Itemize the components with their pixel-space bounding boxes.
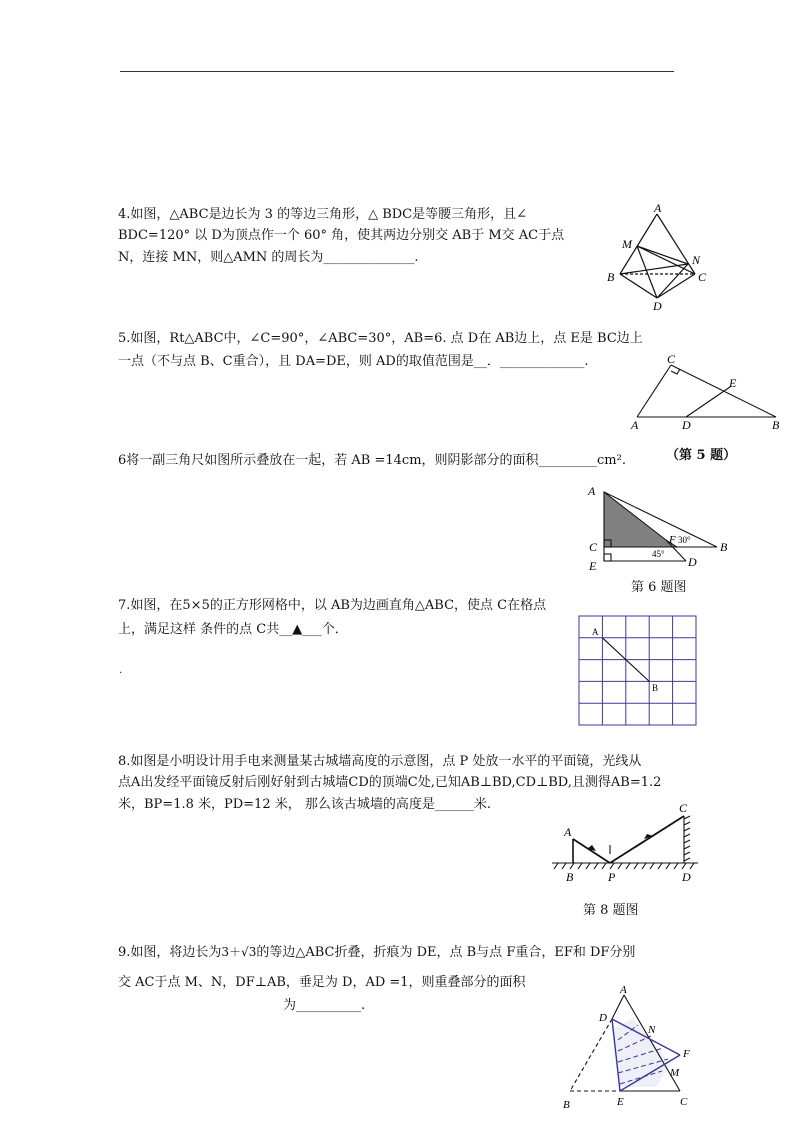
q9-line3-text: 为: [283, 998, 297, 1013]
q7-suffix: 个．: [321, 622, 348, 637]
q8-line1: 8.如图是小明设计用手电来测量某古城墙高度的示意图，点 P 处放一水平的平面镜，光线从: [118, 754, 642, 769]
q5-edge-AC: [637, 365, 671, 417]
q8-label-B: B: [566, 870, 574, 884]
q9-label-M: M: [670, 1067, 680, 1079]
q5-right-angle: [671, 369, 680, 374]
q8-line3: [118, 793, 491, 812]
q9-expression: 3＋√3: [221, 945, 257, 959]
q6-label-F: F: [669, 534, 676, 546]
q6-text: 6将一副三角尺如图所示叠放在一起，若 AB =14cm，则阴影部分的面积: [118, 453, 539, 468]
q9-label-B: B: [563, 1099, 570, 1111]
q4-line1: 4.如图，△ABC是边长为 3 的等边三角形，△ BDC是等腰三角形，且∠: [118, 207, 528, 222]
q6-label-E: E: [589, 559, 597, 573]
q4-line3: [118, 246, 419, 265]
q9-label-F: F: [683, 1048, 690, 1060]
q6-label-A: A: [588, 484, 596, 498]
q4-label-N: N: [692, 253, 701, 267]
q8-label-D: D: [682, 870, 691, 884]
q4-line2: BDC=120° 以 D为顶点作一个 60° 角，使其两边分别交 AB于 M交 AC于点: [118, 228, 565, 243]
q4-line3-text: N，连接 MN，则△AMN 的周长为: [118, 250, 324, 265]
q9-answer-blank[interactable]: __________.: [296, 998, 366, 1013]
q6-label-45: 45°: [652, 549, 665, 559]
q9-edge-DB-dash: [570, 1019, 612, 1091]
q7-answer-blank[interactable]: __▲___: [279, 622, 322, 637]
q9-figure: [560, 985, 700, 1113]
q8-figure: [550, 801, 710, 887]
q9-label-D: D: [599, 1012, 607, 1024]
q6-line: [118, 449, 626, 468]
q5-label-B: B: [772, 418, 780, 432]
q7-line2-text: 上，满足这样 条件的点 C共: [118, 622, 280, 637]
q4-label-C: C: [698, 270, 707, 284]
q9-line1: [118, 941, 635, 960]
q8-label-A: A: [564, 825, 572, 839]
q9-edge-AD: [612, 995, 624, 1019]
q6-right-angle-E: [604, 554, 611, 561]
q8-answer-blank[interactable]: ______米.: [434, 797, 492, 812]
q9-shaded-overlap: [612, 1018, 671, 1087]
q5-line2: [118, 350, 588, 369]
q6-label-C: C: [589, 540, 598, 554]
q4-label-M: M: [622, 237, 632, 251]
q5-label-D: D: [682, 418, 691, 432]
q6-label-B: B: [720, 540, 728, 554]
q4-answer-blank[interactable]: ______________.: [323, 250, 419, 265]
q7-grid: [578, 615, 698, 727]
q5-answer-blank[interactable]: __．_____________.: [473, 354, 589, 369]
q9-label-C: C: [680, 1096, 688, 1108]
q7-label-B: B: [652, 683, 659, 693]
q4-edge-BN: [620, 264, 688, 274]
q7-label-A: A: [592, 627, 599, 637]
q5-label-C: C: [667, 352, 676, 366]
q8-label-P: P: [608, 870, 616, 884]
q6-caption: 第 6 题图: [631, 580, 687, 595]
q7-dot: .: [119, 665, 123, 676]
q5-label-A: A: [631, 418, 639, 432]
header-rule: [120, 71, 674, 72]
q9-line1a: 9.如图，将边长为: [118, 945, 222, 960]
q4-label-A: A: [654, 201, 662, 215]
q7-line1: 7.如图，在5×5的正方形网格中，以 AB为边画直角△ABC，使点 C在格点: [118, 598, 547, 613]
q6-label-D: D: [688, 555, 697, 569]
q6-figure: [586, 484, 736, 573]
q6-answer-blank[interactable]: _________cm².: [538, 453, 626, 468]
q5-figure: [628, 350, 788, 432]
q6-label-30: 30°: [678, 535, 691, 545]
q4-edge-MN: [637, 246, 688, 264]
q9-line1b: 的等边△ABC折叠，折痕为 DE，点 B与点 F重合，EF和 DF分别: [256, 945, 636, 960]
q9-label-E: E: [617, 1096, 624, 1108]
q9-line3: [283, 994, 365, 1013]
q8-line3-text: 米，BP=1.8 米，PD=12 米， 那么该古城墙的高度是: [118, 797, 435, 812]
q8-ray-PC: [610, 816, 684, 863]
q8-ray-AP: [573, 839, 610, 863]
q4-label-D: D: [653, 299, 662, 313]
q5-line2-text: 一点（不与点 B、C重合），且 DA=DE，则 AD的取值范围是: [118, 354, 474, 369]
q8-label-C: C: [679, 801, 688, 815]
q4-figure: [605, 201, 715, 313]
q5-line1: 5.如图，Rt△ABC中，∠C=90°，∠ABC=30°，AB=6. 点 D在 AB边上，点 E是 BC边上: [118, 331, 643, 346]
q5-label-E: E: [729, 376, 737, 390]
q6-shaded-region: [604, 492, 677, 547]
q9-label-A: A: [620, 984, 627, 996]
q5-edge-DE: [686, 387, 730, 417]
q8-caption: 第 8 题图: [583, 903, 639, 918]
q8-line2: 点A出发经平面镜反射后刚好射到古城墙CD的顶端C处,已知AB⊥BD,CD⊥BD,且测得AB=1.2: [118, 775, 662, 790]
q7-line2: [118, 618, 348, 637]
q5-caption: （第 5 题）: [666, 448, 737, 463]
q4-label-B: B: [607, 270, 615, 284]
q9-line2: 交 AC于点 M、N，DF⊥AB，垂足为 D，AD =1，则重叠部分的面积: [118, 975, 526, 990]
q9-label-N: N: [648, 1024, 656, 1036]
q4-edge-BD: [620, 274, 657, 298]
